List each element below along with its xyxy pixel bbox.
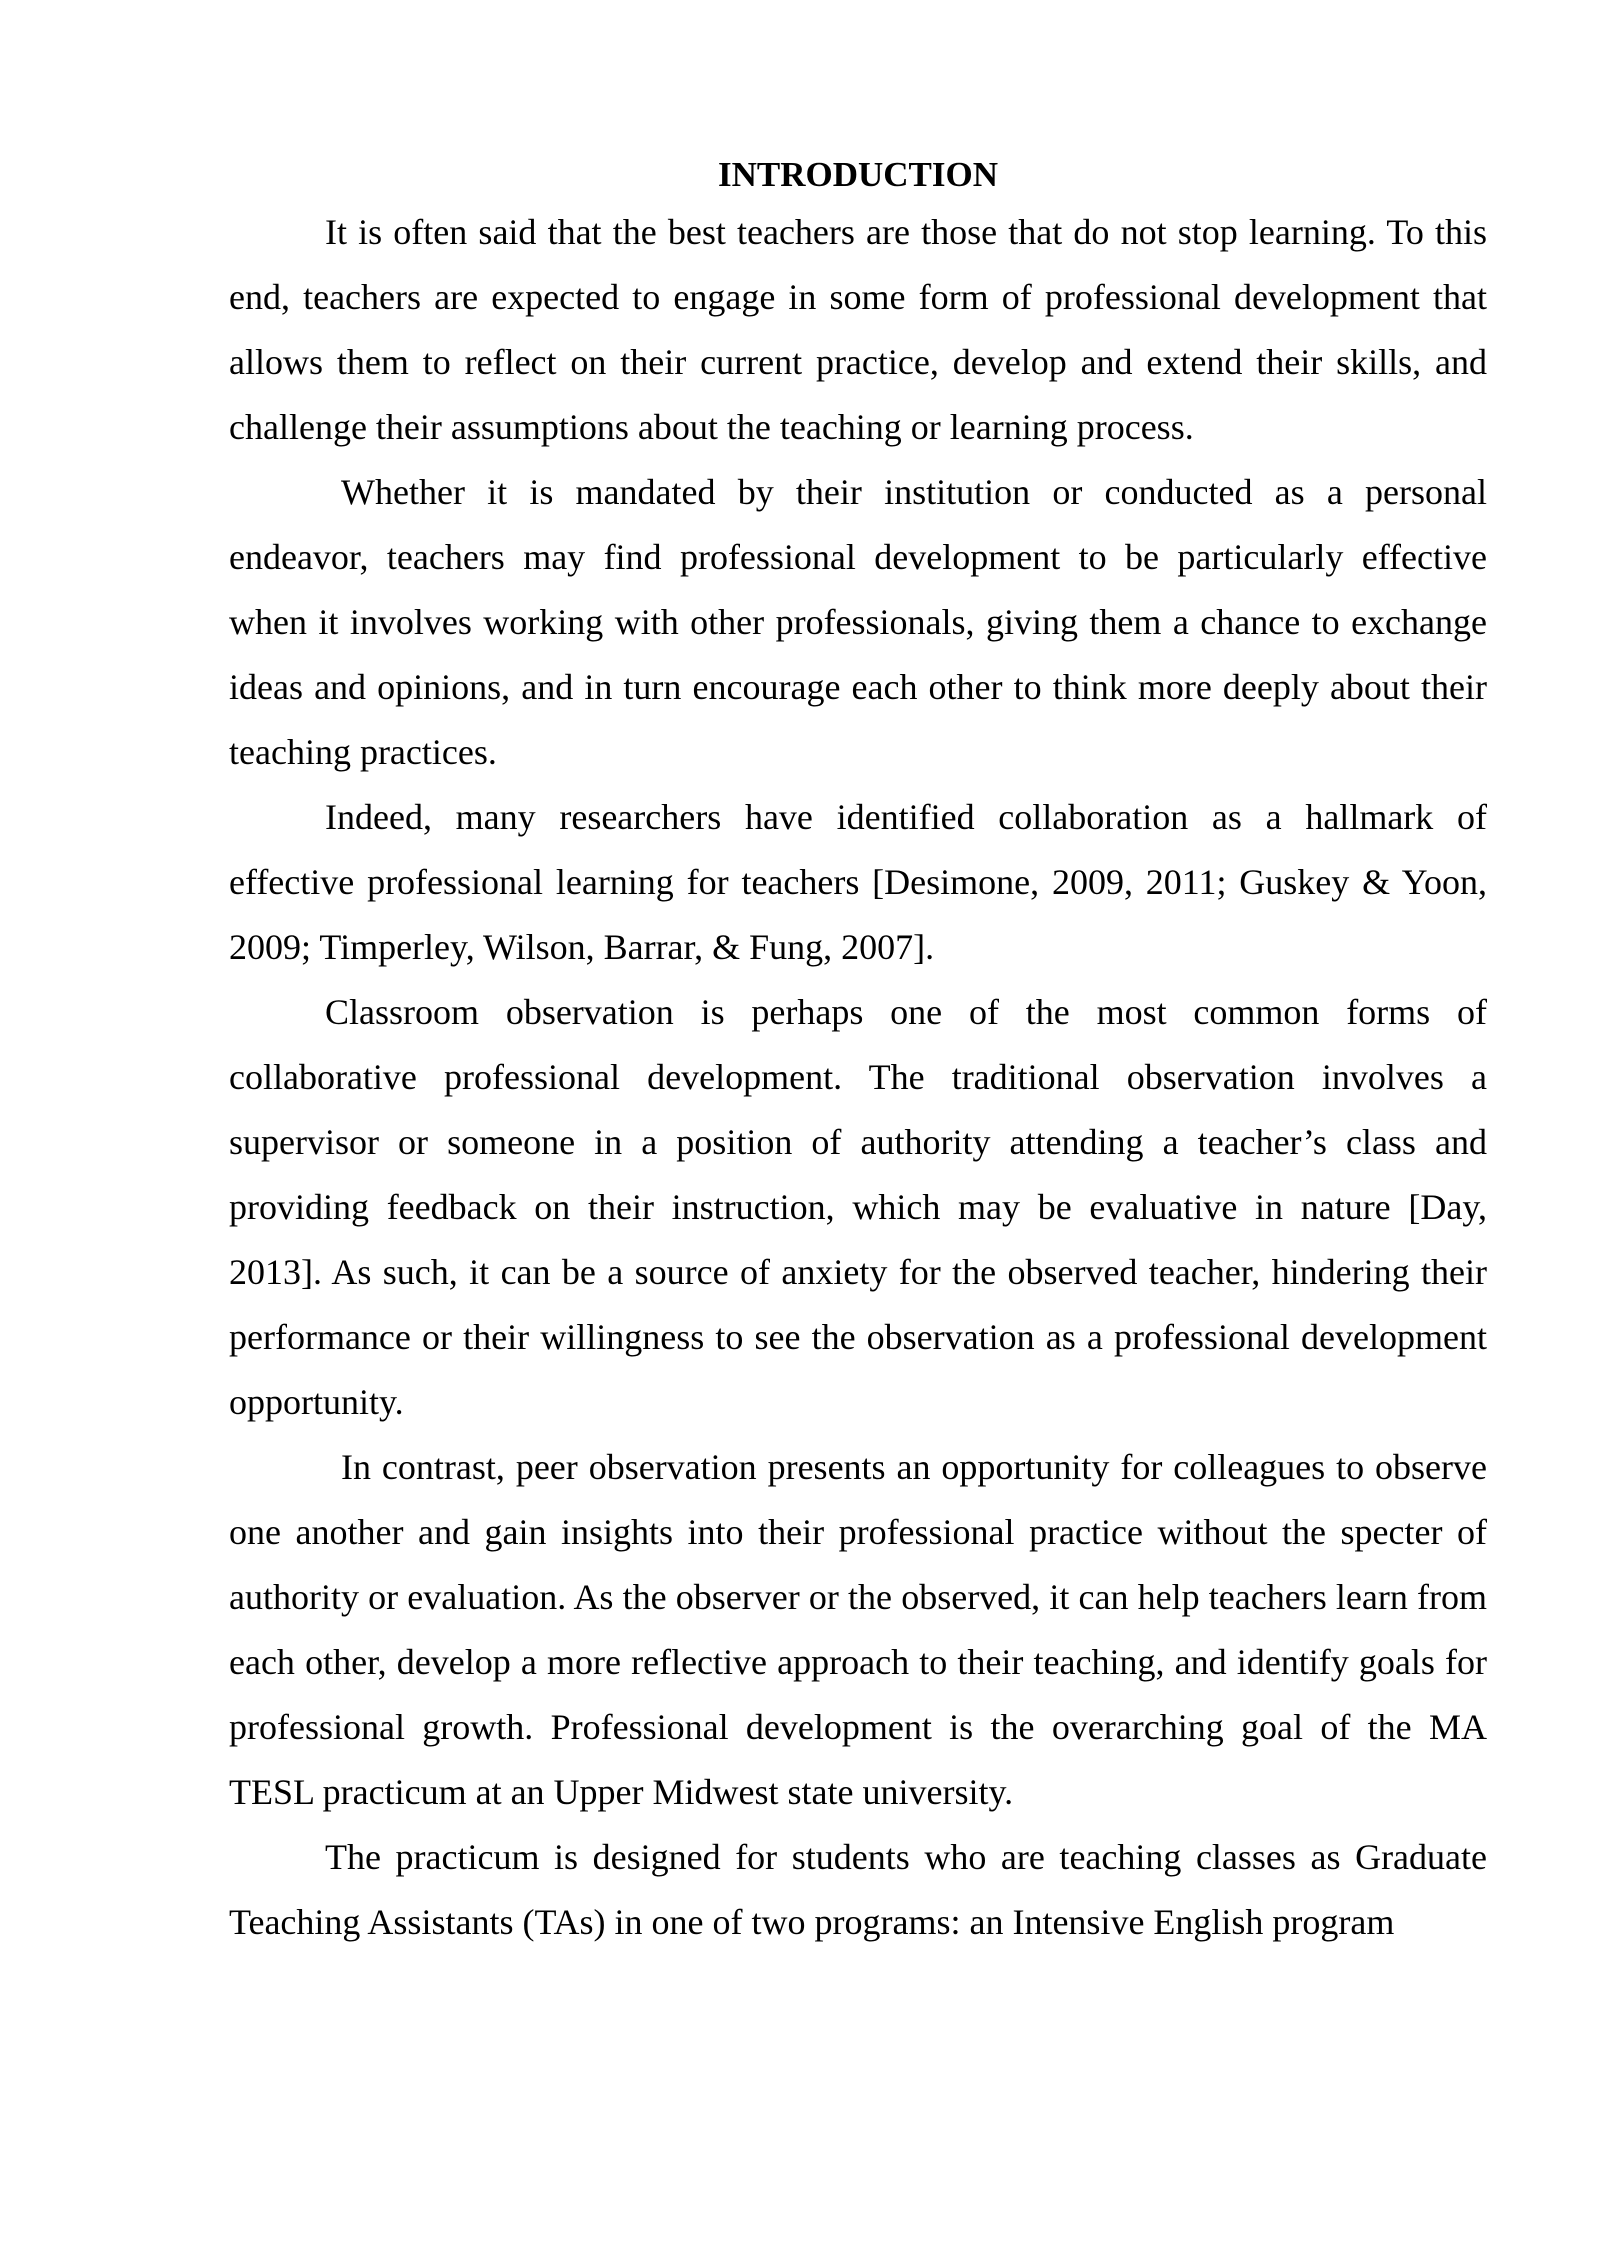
paragraph-4: Classroom observation is perhaps one of the most common forms of collaborative professional development. The traditional observation involves a supervisor or someone in a position of authority attending a teacher’s class and providing feedback on their instruction, which may be evaluative in nature [Day, 2013]. As such, it can be a source of anxiety for the observed teacher, hindering their performance or their willingness to see the observation as a professional development opportunity. [229,992,1487,1422]
section-heading: INTRODUCTION [717,155,999,194]
paragraph-5: In contrast, peer observation presents an opportunity for colleagues to observe one another and gain insights into their professional practice without the specter of authority or evaluation. As the observer or the observed, it can help teachers learn from each other, develop a more reflective approach to their teaching, and identify goals for professional growth. Professional development is the overarching goal of the MA TESL practicum at an Upper Midwest state university. [229,1447,1487,1812]
paragraph-6: The practicum is designed for students who are teaching classes as Graduate Teaching Assistants (TAs) in one of two programs: an Intensive English program [229,1837,1487,1942]
paragraph-3: Indeed, many researchers have identified collaboration as a hallmark of effective professional learning for teachers [Desimone, 2009, 2011; Guskey & Yoon, 2009; Timperley, Wilson, Barrar, & Fung, 2007]. [229,797,1487,967]
paragraph-2: Whether it is mandated by their institution or conducted as a personal endeavor, teachers may find professional development to be particularly effective when it involves working with other professionals, giving them a chance to exchange ideas and opinions, and in turn encourage each other to think more deeply about their teaching practices. [229,472,1487,772]
document-body [229,150,1487,1955]
paragraph-1: It is often said that the best teachers are those that do not stop learning. To this end, teachers are expected to engage in some form of professional development that allows them to reflect on their current practice, develop and extend their skills, and challenge their assumptions about the teaching or learning process. [229,212,1487,447]
